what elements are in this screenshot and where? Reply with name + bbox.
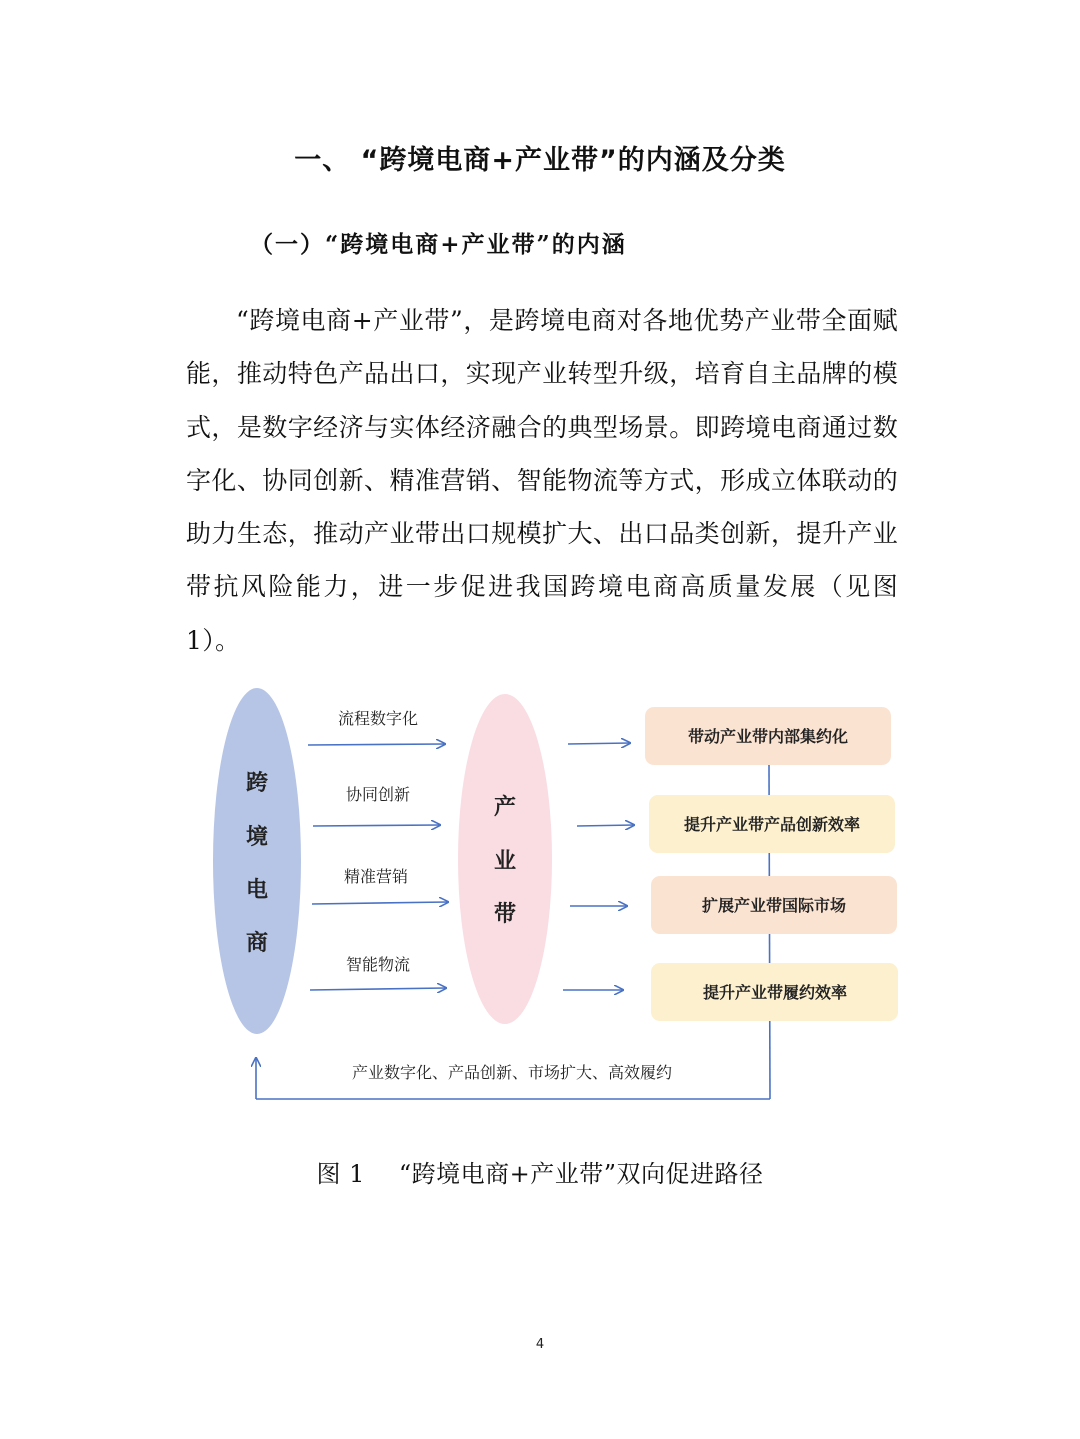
edge-label-smart-logistics: 智能物流 — [345, 955, 411, 974]
section-heading: 一、 “跨境电商+产业带”的内涵及分类 — [294, 145, 786, 176]
left-ellipse-char: 境 — [245, 825, 269, 850]
outcome-label-3: 扩展产业带国际市场 — [701, 896, 847, 915]
edge-label-precision-marketing: 精准营销 — [343, 867, 409, 886]
body-paragraph: “跨境电商+产业带”，是跨境电商对各地优势产业带全面赋能，推动特色产品出口，实现产业转型升级，培育自主品牌的模式，是数字经济与实体经济融合的典型场景。即跨境电商通过数字化、协同创新、精准营销、智能物流等方式，形成立体联动的助力生态，推动产业带出口规模扩大、出口品类创新，提升产业带抗风险能力，进一步促进我国跨境电商高质量发展（见图 1）。 — [186, 306, 898, 655]
middle-ellipse-char: 业 — [493, 849, 517, 874]
outcome-label-1: 带动产业带内部集约化 — [687, 727, 849, 746]
left-ellipse-char: 电 — [245, 878, 269, 903]
left-ellipse-char: 跨 — [245, 771, 269, 796]
feedback-label: 产业数字化、产品创新、市场扩大、高效履约 — [351, 1063, 673, 1082]
middle-ellipse-char: 带 — [493, 902, 517, 927]
subsection-heading: （一）“跨境电商+产业带”的内涵 — [250, 231, 627, 258]
figure-number: 图 1 — [316, 1160, 365, 1188]
figure-caption — [0, 1154, 1080, 1189]
cross-border-ecommerce-ellipse — [213, 688, 301, 1034]
outcome-label-2: 提升产业带产品创新效率 — [683, 815, 861, 834]
arrow-right-2 — [577, 825, 634, 826]
outcome-label-4: 提升产业带履约效率 — [702, 983, 848, 1002]
edge-label-process-digitization: 流程数字化 — [337, 709, 419, 728]
figure-title: “跨境电商+产业带”双向促进路径 — [398, 1160, 764, 1188]
arrow-left-1 — [308, 744, 445, 745]
page-number: 4 — [535, 1337, 545, 1352]
arrow-left-2 — [313, 825, 440, 826]
edge-label-collaborative-innovation: 协同创新 — [345, 785, 411, 804]
arrow-right-1 — [568, 743, 630, 744]
arrow-left-3 — [312, 902, 448, 904]
arrow-left-4 — [310, 988, 446, 990]
left-ellipse-char: 商 — [245, 931, 269, 956]
middle-ellipse-char: 产 — [493, 795, 517, 820]
